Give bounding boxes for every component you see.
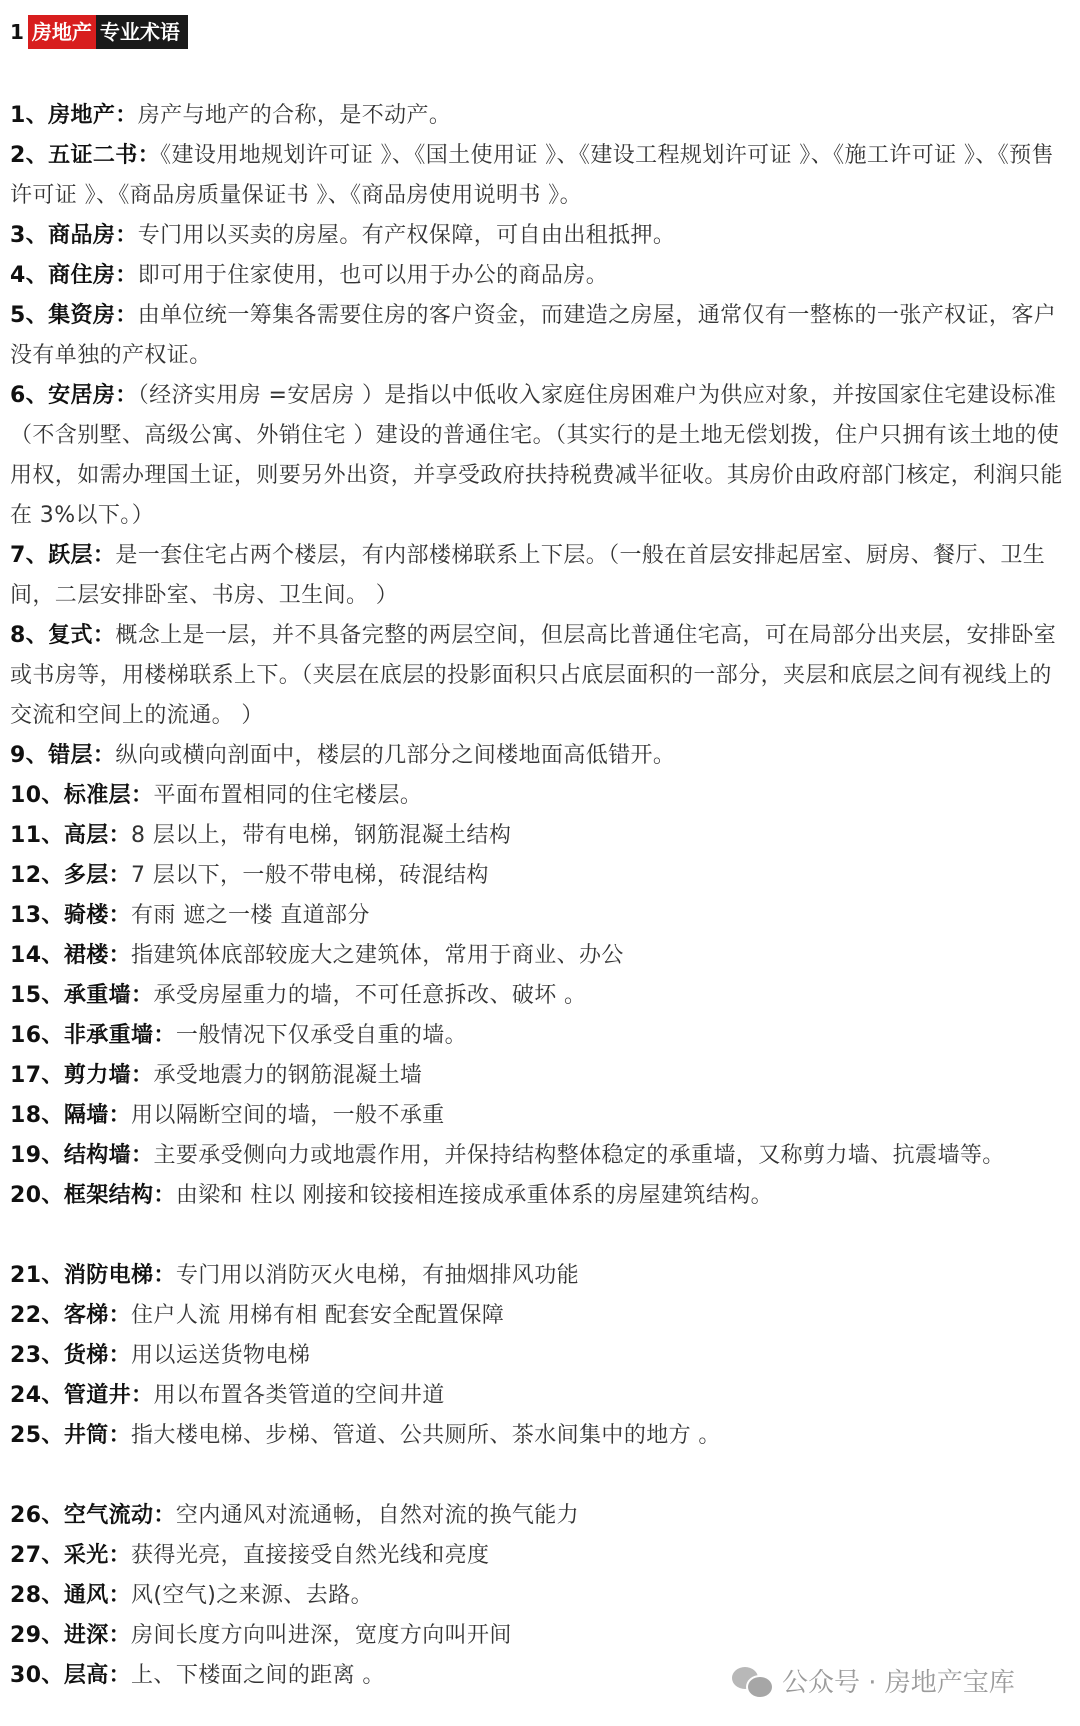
wechat-icon (732, 1665, 772, 1697)
term-entry (10, 376, 1072, 536)
entry-number: 8、 (10, 623, 49, 648)
entry-definition: （经济实用房 =安居房 ）是指以中低收入家庭住房困难户为供应对象，并按国家住宅建设标准（不含别墅、高级公寓、外销住宅 ）建设的普通住宅。（其实行的是土地无偿划拨，住户只拥有该土地的使用权，如需办理国土证，则要另外出资，并享受政府扶持税费减半征收。其房价由政府部门核定，利润只能在 3%以下。） (10, 383, 1063, 528)
term-entry (10, 1016, 1072, 1056)
entry-number: 3、 (10, 223, 49, 248)
entry-number: 5、 (10, 303, 49, 328)
heading-number: 1 (10, 20, 24, 44)
watermark (726, 1660, 1021, 1701)
entry-term: 商住房： (48, 263, 138, 288)
term-entry (10, 976, 1072, 1016)
entry-number: 10、 (10, 783, 64, 808)
entry-definition: 指大楼电梯、步梯、管道、公共厕所、茶水间集中的地方 。 (131, 1423, 721, 1448)
term-entry (10, 1176, 1072, 1216)
term-entry (10, 1136, 1072, 1176)
entry-number: 22、 (10, 1303, 64, 1328)
entry-number: 30、 (10, 1663, 64, 1688)
entry-term: 货梯： (63, 1343, 132, 1368)
heading-highlight-red: 房地产 (28, 15, 96, 49)
entry-definition: 由梁和 柱以 刚接和铰接相连接成承重体系的房屋建筑结构。 (175, 1183, 774, 1208)
entry-definition: 8 层以上，带有电梯，钢筋混凝土结构 (131, 823, 512, 848)
entry-term: 承重墙： (63, 983, 154, 1008)
entry-number: 27、 (10, 1543, 64, 1568)
term-entry (10, 936, 1072, 976)
entry-term: 裙楼： (63, 943, 132, 968)
entry-definition: 用以运送货物电梯 (131, 1343, 311, 1368)
entry-number: 9、 (10, 743, 49, 768)
term-entry (10, 856, 1072, 896)
entry-number: 2、 (10, 143, 49, 168)
term-entry (10, 1096, 1072, 1136)
entry-definition: 有雨 遮之一楼 直道部分 (131, 903, 370, 928)
term-entry (10, 1296, 1072, 1336)
entry-definition: 承受地震力的钢筋混凝土墙 (153, 1063, 423, 1088)
entry-number: 26、 (10, 1503, 64, 1528)
entry-definition: 由单位统一筹集各需要住房的客户资金，而建造之房屋，通常仅有一整栋的一张产权证，客户没有单独的产权证。 (10, 303, 1057, 368)
entry-number: 17、 (10, 1063, 64, 1088)
entry-number: 19、 (10, 1143, 64, 1168)
entry-term: 复式： (48, 623, 116, 648)
entry-definition: 住户人流 用梯有相 配套安全配置保障 (131, 1303, 505, 1328)
entry-definition: 平面布置相同的住宅楼层。 (153, 783, 423, 808)
term-entry (10, 1536, 1072, 1576)
entry-term: 非承重墙： (63, 1023, 176, 1048)
entry-definition: 概念上是一层，并不具备完整的两层空间，但层高比普通住宅高，可在局部分出夹层，安排卧室或书房等，用楼梯联系上下。（夹层在底层的投影面积只占底层面积的一部分，夹层和底层之间有视线上的交流和空间上的流通。 ） (10, 623, 1057, 728)
entry-definition: 《建设用地规划许可证 》、《国土使用证 》、《建设工程规划许可证 》、《施工许可证 》、《预售许可证 》、《商品房质量保证书 》、《商品房使用说明书 》。 (10, 143, 1054, 208)
entry-term: 剪力墙： (63, 1063, 154, 1088)
spacer (10, 1456, 1072, 1496)
entry-term: 井筒： (63, 1423, 132, 1448)
entry-term: 消防电梯： (63, 1263, 176, 1288)
term-entry (10, 96, 1072, 136)
entry-number: 15、 (10, 983, 64, 1008)
entry-definition: 纵向或横向剖面中，楼层的几部分之间楼地面高低错开。 (115, 743, 676, 768)
entry-number: 21、 (10, 1263, 64, 1288)
entry-definition: 房间长度方向叫进深，宽度方向叫开间 (131, 1623, 512, 1648)
entry-definition: 用以布置各类管道的空间井道 (153, 1383, 445, 1408)
entry-term: 隔墙： (63, 1103, 132, 1128)
entry-definition: 指建筑体底部较庞大之建筑体，常用于商业、办公 (131, 943, 624, 968)
entry-term: 空气流动： (63, 1503, 176, 1528)
entry-term: 骑楼： (63, 903, 132, 928)
entry-number: 28、 (10, 1583, 64, 1608)
term-entry (10, 616, 1072, 736)
entry-term: 集资房： (48, 303, 138, 328)
entry-definition: 风(空气)之来源、去路。 (131, 1583, 373, 1608)
entry-number: 14、 (10, 943, 64, 968)
entry-term: 通风： (63, 1583, 132, 1608)
entry-definition: 房产与地产的合称，是不动产。 (137, 103, 452, 128)
entry-term: 进深： (63, 1623, 132, 1648)
entry-term: 多层： (63, 863, 132, 888)
entry-term: 采光： (63, 1543, 132, 1568)
entry-term: 五证二书： (48, 143, 161, 168)
entry-term: 安居房： (48, 383, 138, 408)
heading-highlight-black: 专业术语 (96, 15, 188, 49)
entry-term: 层高： (63, 1663, 132, 1688)
entry-definition: 一般情况下仅承受自重的墙。 (175, 1023, 468, 1048)
term-entry (10, 1416, 1072, 1456)
term-entry (10, 1376, 1072, 1416)
entry-term: 框架结构： (63, 1183, 176, 1208)
entry-number: 20、 (10, 1183, 64, 1208)
term-entry (10, 1576, 1072, 1616)
entry-term: 错层： (48, 743, 116, 768)
term-list (10, 96, 1072, 1696)
section-heading (10, 14, 1070, 50)
term-entry (10, 1336, 1072, 1376)
term-entry (10, 1496, 1072, 1536)
entry-number: 4、 (10, 263, 49, 288)
entry-number: 13、 (10, 903, 64, 928)
entry-number: 7、 (10, 543, 49, 568)
entry-number: 18、 (10, 1103, 64, 1128)
entry-term: 客梯： (63, 1303, 132, 1328)
term-entry (10, 136, 1072, 216)
entry-definition: 空内通风对流通畅，自然对流的换气能力 (175, 1503, 580, 1528)
term-entry (10, 776, 1072, 816)
entry-term: 结构墙： (63, 1143, 154, 1168)
entry-definition: 用以隔断空间的墙，一般不承重 (131, 1103, 445, 1128)
entry-number: 23、 (10, 1343, 64, 1368)
term-entry (10, 216, 1072, 256)
term-entry (10, 816, 1072, 856)
term-entry (10, 736, 1072, 776)
entry-term: 商品房： (48, 223, 138, 248)
entry-definition: 获得光亮，直接接受自然光线和亮度 (131, 1543, 490, 1568)
entry-definition: 专门用以消防灭火电梯，有抽烟排风功能 (175, 1263, 580, 1288)
entry-definition: 是一套住宅占两个楼层，有内部楼梯联系上下层。（一般在首层安排起居室、厨房、餐厅、卫生间，二层安排卧室、书房、卫生间。 ） (10, 543, 1046, 608)
entry-definition: 7 层以下，一般不带电梯，砖混结构 (131, 863, 489, 888)
entry-number: 29、 (10, 1623, 64, 1648)
entry-term: 标准层： (63, 783, 154, 808)
entry-number: 6、 (10, 383, 49, 408)
term-entry (10, 296, 1072, 376)
entry-number: 1、 (10, 103, 49, 128)
term-entry (10, 1256, 1072, 1296)
term-entry (10, 1616, 1072, 1656)
entry-definition: 上、下楼面之间的距离 。 (131, 1663, 385, 1688)
entry-number: 24、 (10, 1383, 64, 1408)
entry-definition: 主要承受侧向力或地震作用，并保持结构整体稳定的承重墙，又称剪力墙、抗震墙等。 (153, 1143, 1005, 1168)
entry-term: 房地产： (48, 103, 138, 128)
term-entry (10, 536, 1072, 616)
spacer (10, 1216, 1072, 1256)
term-entry (10, 256, 1072, 296)
entry-term: 高层： (63, 823, 132, 848)
entry-number: 11、 (10, 823, 64, 848)
term-entry (10, 896, 1072, 936)
entry-term: 跃层： (48, 543, 116, 568)
entry-number: 25、 (10, 1423, 64, 1448)
entry-number: 12、 (10, 863, 64, 888)
entry-term: 管道井： (63, 1383, 154, 1408)
entry-number: 16、 (10, 1023, 64, 1048)
entry-definition: 即可用于住家使用，也可以用于办公的商品房。 (137, 263, 609, 288)
entry-definition: 专门用以买卖的房屋。有产权保障，可自由出租抵押。 (137, 223, 676, 248)
entry-definition: 承受房屋重力的墙，不可任意拆改、破坏 。 (153, 983, 587, 1008)
watermark-text: 公众号 · 房地产宝库 (782, 1668, 1015, 1698)
term-entry (10, 1056, 1072, 1096)
